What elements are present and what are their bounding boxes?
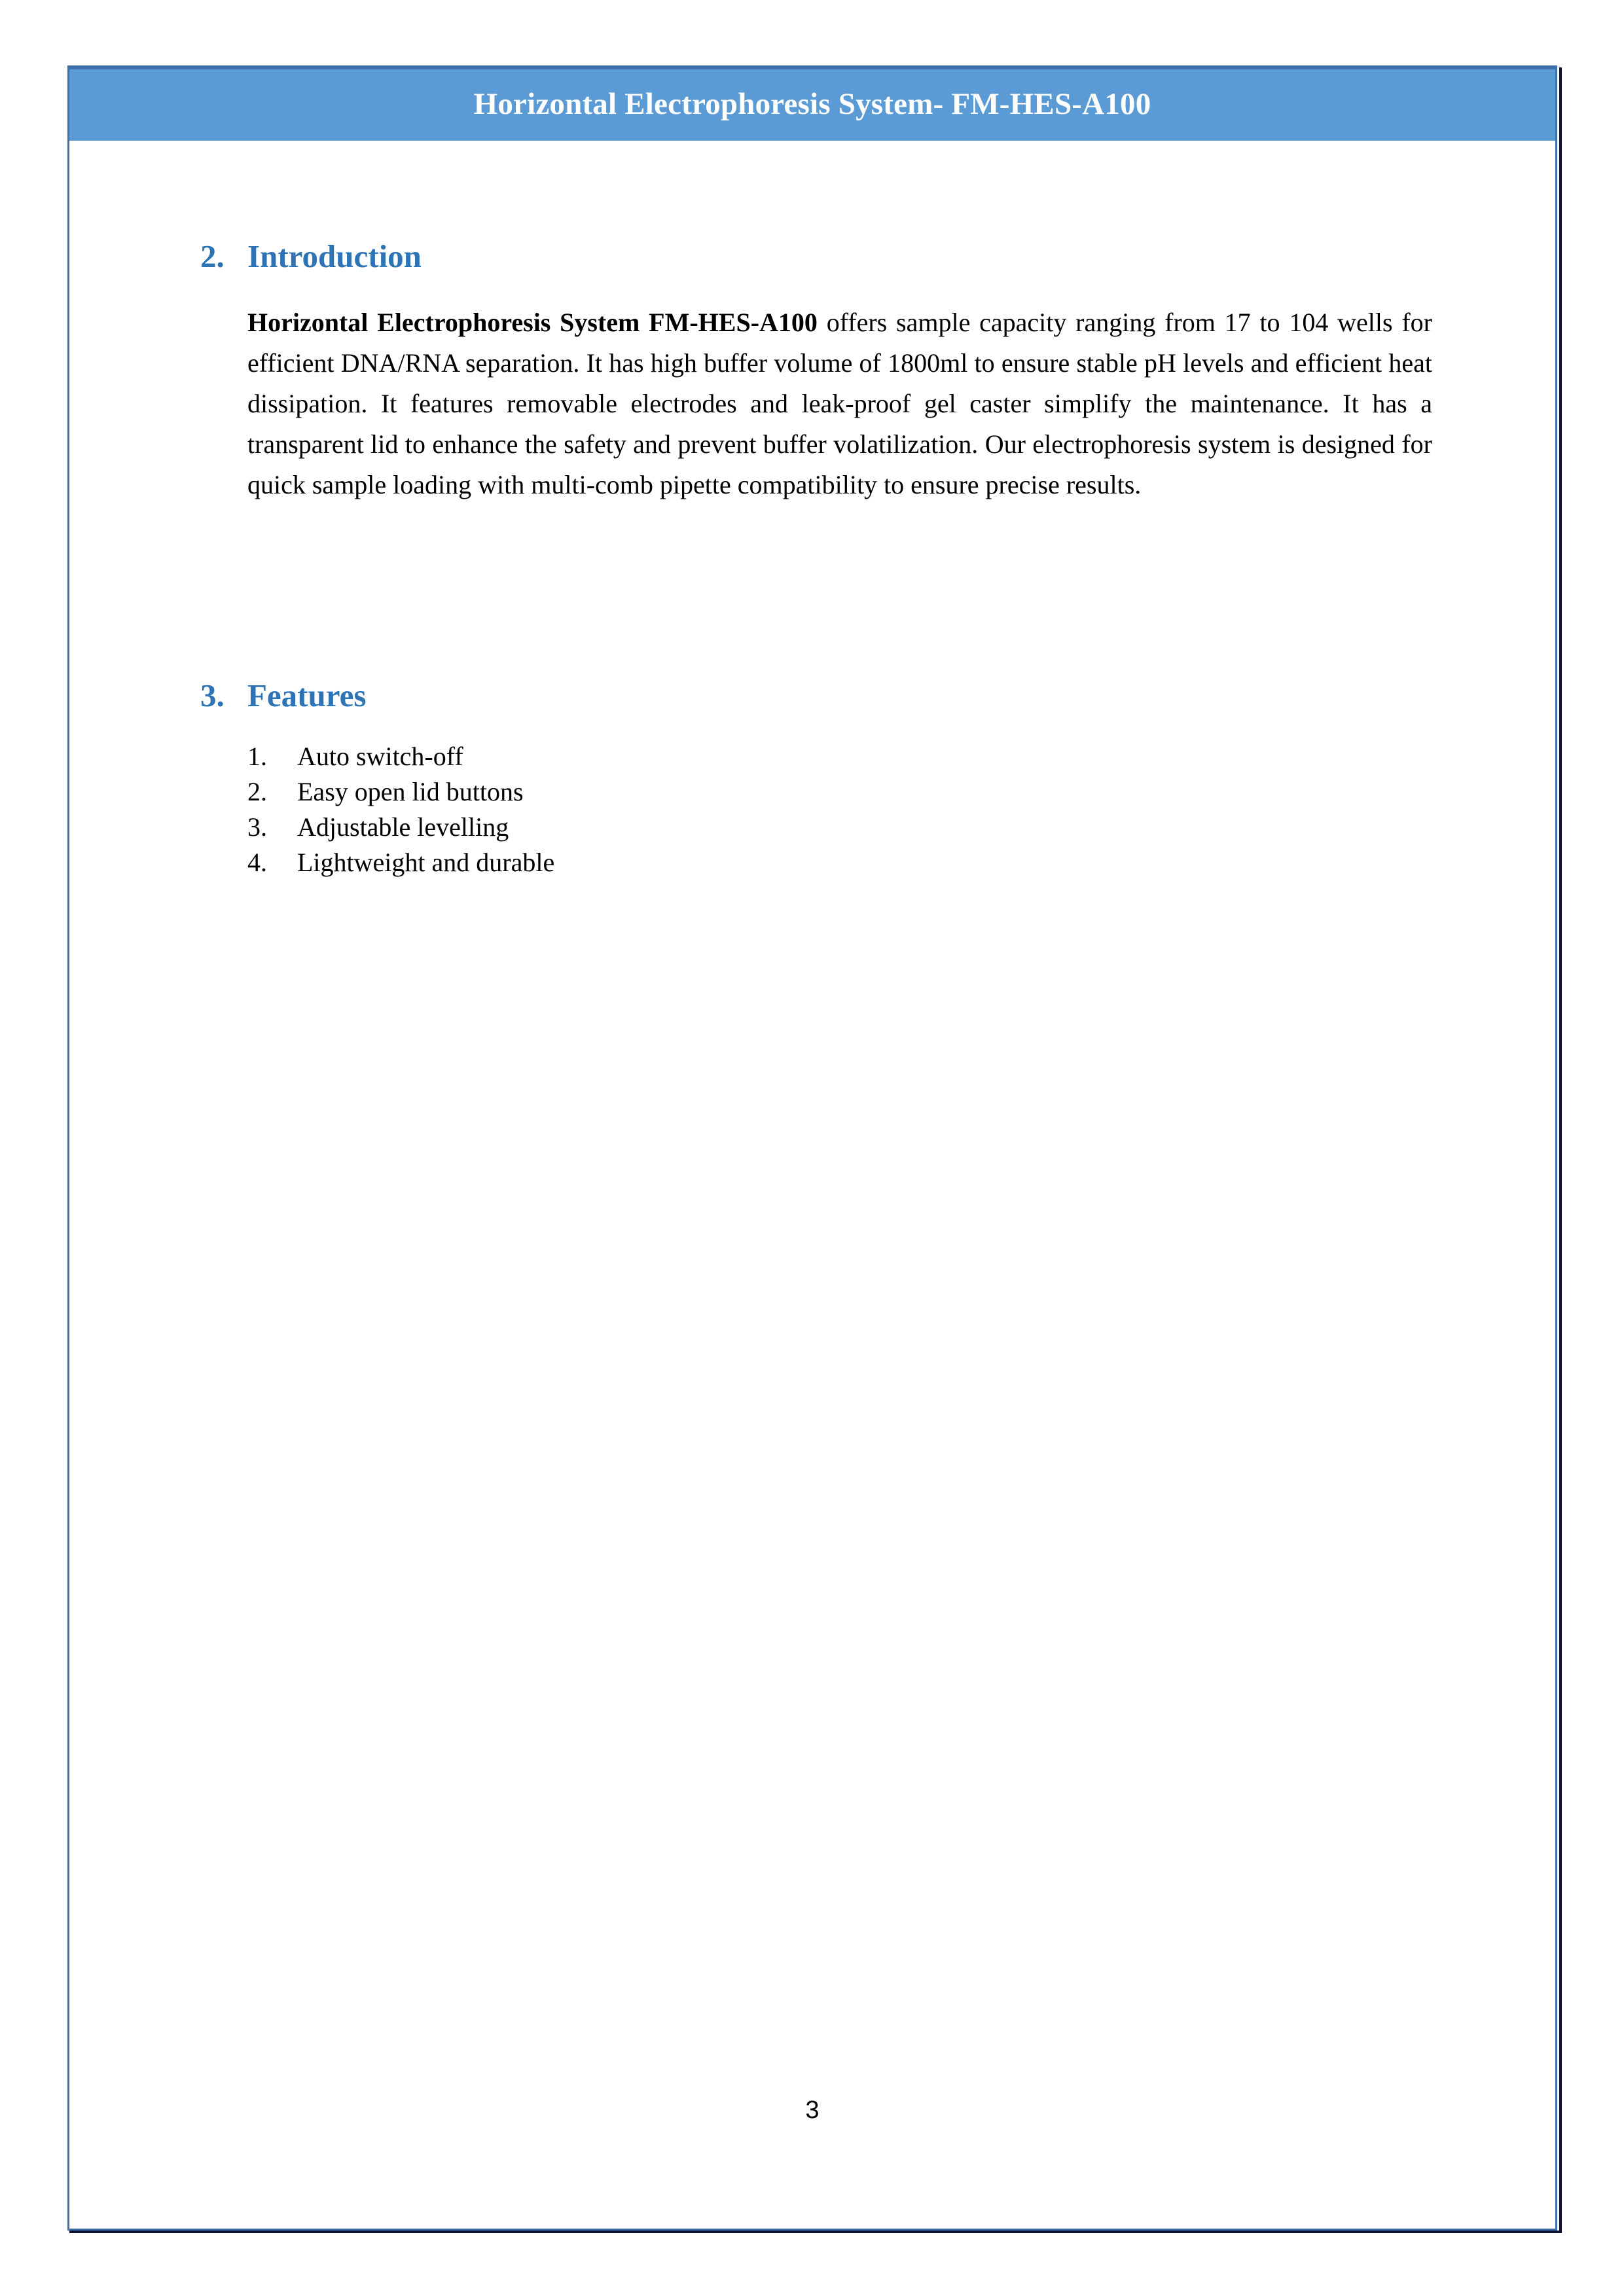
list-item-label: Lightweight and durable — [297, 848, 555, 877]
document-header-banner — [69, 67, 1555, 141]
list-item-number: 4. — [247, 848, 267, 877]
list-item-label: Auto switch-off — [297, 742, 463, 771]
document-page — [67, 65, 1557, 2231]
page-content — [200, 141, 1444, 880]
features-list — [247, 739, 1444, 880]
list-item — [247, 774, 1444, 810]
list-item — [247, 739, 1444, 774]
section-heading-introduction — [200, 238, 1444, 275]
introduction-lead-phrase: Horizontal Electrophoresis System FM-HES-A100 — [247, 308, 818, 337]
section-number-introduction: 2. — [200, 238, 225, 274]
page-frame-shadow-right — [1559, 67, 1562, 2233]
list-item — [247, 845, 1444, 880]
section-title-features: Features — [247, 677, 367, 713]
section-number-features: 3. — [200, 677, 225, 713]
list-item-label: Easy open lid buttons — [297, 777, 524, 806]
introduction-paragraph — [247, 302, 1432, 505]
list-item-number: 2. — [247, 777, 267, 806]
page-number: 3 — [805, 2096, 820, 2124]
document-title: Horizontal Electrophoresis System- FM-HES-A100 — [473, 87, 1151, 121]
introduction-body-text: offers sample capacity ranging from 17 to 104 wells for efficient DNA/RNA separation. It has high buffer volume of 1800ml to ensure stable pH levels and efficient heat dissipation. It features removable electrodes and leak-proof gel caster simplify the maintenance. It has a transparent lid to enhance the safety and prevent buffer volatilization. Our electrophoresis system is designed for quick sample loading with multi-comb pipette compatibility to ensure precise results. — [247, 308, 1432, 499]
list-item-label: Adjustable levelling — [297, 812, 509, 842]
section-title-introduction: Introduction — [247, 238, 422, 274]
section-heading-features — [200, 677, 1444, 714]
list-item — [247, 810, 1444, 845]
list-item-number: 3. — [247, 812, 267, 842]
list-item-number: 1. — [247, 742, 267, 771]
page-frame-shadow-bottom — [69, 2231, 1562, 2233]
